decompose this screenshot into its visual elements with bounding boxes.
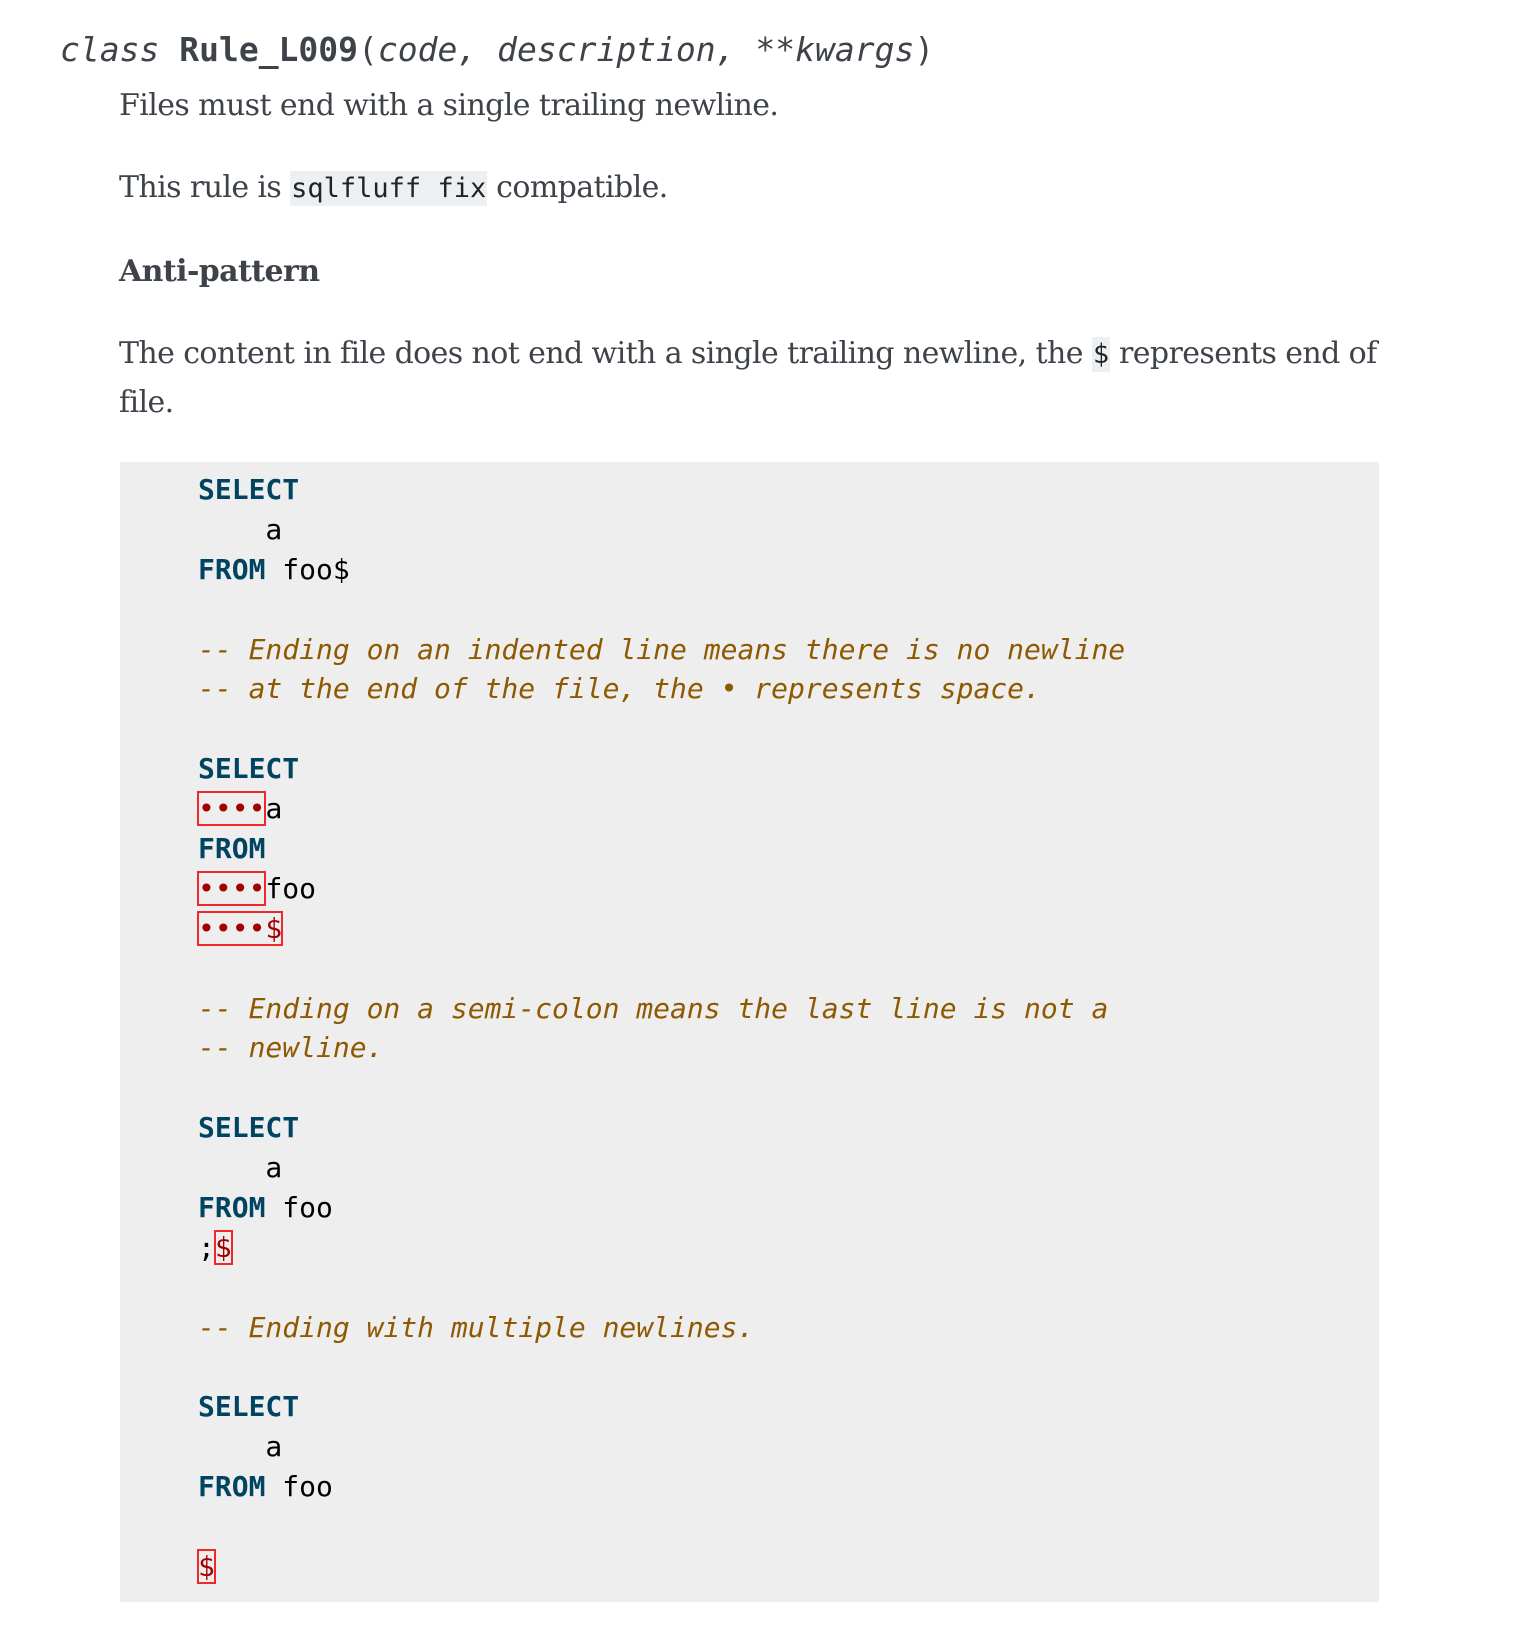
whitespace-error-highlight: $ bbox=[214, 1230, 232, 1264]
code-line bbox=[198, 1228, 1125, 1268]
code-line bbox=[198, 1268, 1125, 1308]
sql-comment: -- Ending on a semi-colon means the last line is not a bbox=[198, 991, 1109, 1025]
code-line bbox=[198, 1348, 1125, 1388]
open-paren: ( bbox=[358, 30, 378, 69]
sql-text: foo bbox=[265, 1470, 333, 1504]
sql-text: a bbox=[198, 1430, 283, 1464]
code-line bbox=[198, 909, 1125, 949]
sql-text: ; bbox=[198, 1230, 215, 1264]
code-line bbox=[198, 749, 1125, 789]
whitespace-error-highlight: •••• bbox=[198, 871, 266, 905]
code-line bbox=[198, 869, 1125, 909]
code-example-block bbox=[120, 462, 1379, 1602]
sql-text: foo bbox=[265, 871, 317, 905]
sql-keyword: FROM bbox=[198, 552, 266, 586]
code-line bbox=[198, 709, 1125, 749]
code-line bbox=[198, 630, 1125, 670]
code-line bbox=[198, 510, 1125, 550]
sql-keyword: FROM bbox=[198, 1470, 266, 1504]
sql-comment: -- Ending with multiple newlines. bbox=[198, 1310, 755, 1344]
code-line bbox=[198, 1308, 1125, 1348]
code-line bbox=[198, 1028, 1125, 1068]
code-line bbox=[198, 590, 1125, 630]
sql-comment: -- Ending on an indented line means there is no newline bbox=[198, 632, 1126, 666]
sql-keyword: SELECT bbox=[198, 1111, 300, 1145]
anti-pattern-description bbox=[119, 330, 1389, 427]
sql-keyword: FROM bbox=[198, 832, 266, 866]
code-line bbox=[198, 1148, 1125, 1188]
code-line bbox=[198, 550, 1125, 590]
sql-keyword: SELECT bbox=[198, 1390, 300, 1424]
code-line bbox=[198, 1547, 1125, 1587]
code-line bbox=[198, 949, 1125, 989]
code-line bbox=[198, 1387, 1125, 1427]
fix-note-after: compatible. bbox=[487, 170, 668, 205]
code-line bbox=[198, 1467, 1125, 1507]
whitespace-error-highlight: $ bbox=[198, 1550, 215, 1584]
sql-text: a bbox=[198, 1151, 283, 1185]
code-line bbox=[198, 1068, 1125, 1108]
code-line bbox=[198, 470, 1125, 510]
code-line bbox=[198, 789, 1125, 829]
sql-text: foo$ bbox=[265, 552, 350, 586]
code-line bbox=[198, 989, 1125, 1029]
sql-comment: -- at the end of the file, the • represents space. bbox=[198, 672, 1041, 706]
sql-keyword: SELECT bbox=[198, 473, 300, 506]
description-after: represents end of file. bbox=[119, 336, 1377, 420]
code-line bbox=[198, 829, 1125, 869]
code-line bbox=[198, 669, 1125, 709]
sql-text: a bbox=[265, 792, 283, 826]
close-paren: ) bbox=[914, 30, 935, 69]
sql-text: foo bbox=[265, 1191, 333, 1225]
sql-keyword: FROM bbox=[198, 1191, 266, 1225]
whitespace-error-highlight: ••••$ bbox=[198, 911, 283, 945]
section-heading: Anti-pattern bbox=[119, 254, 320, 289]
fix-note-before: This rule is bbox=[119, 170, 291, 205]
rule-summary: Files must end with a single trailing newline. bbox=[119, 88, 779, 123]
code-line bbox=[198, 1108, 1125, 1148]
eof-symbol-code: $ bbox=[1092, 339, 1110, 370]
fix-command-code: sqlfluff fix bbox=[291, 173, 487, 204]
description-before: The content in file does not end with a single trailing newline, the bbox=[119, 336, 1092, 371]
sql-keyword: SELECT bbox=[198, 752, 300, 786]
whitespace-error-highlight: •••• bbox=[198, 792, 266, 826]
code-line bbox=[198, 1507, 1125, 1547]
class-params: code, description, **kwargs bbox=[377, 30, 915, 69]
class-signature bbox=[60, 30, 934, 69]
class-name: Rule_L009 bbox=[179, 30, 359, 69]
code-listing bbox=[198, 470, 1125, 1587]
sql-comment: -- newline. bbox=[198, 1031, 384, 1065]
sql-text: a bbox=[198, 512, 283, 546]
class-keyword: class bbox=[60, 30, 160, 69]
code-line bbox=[198, 1427, 1125, 1467]
fix-compatible-note bbox=[119, 164, 1389, 213]
code-line bbox=[198, 1188, 1125, 1228]
